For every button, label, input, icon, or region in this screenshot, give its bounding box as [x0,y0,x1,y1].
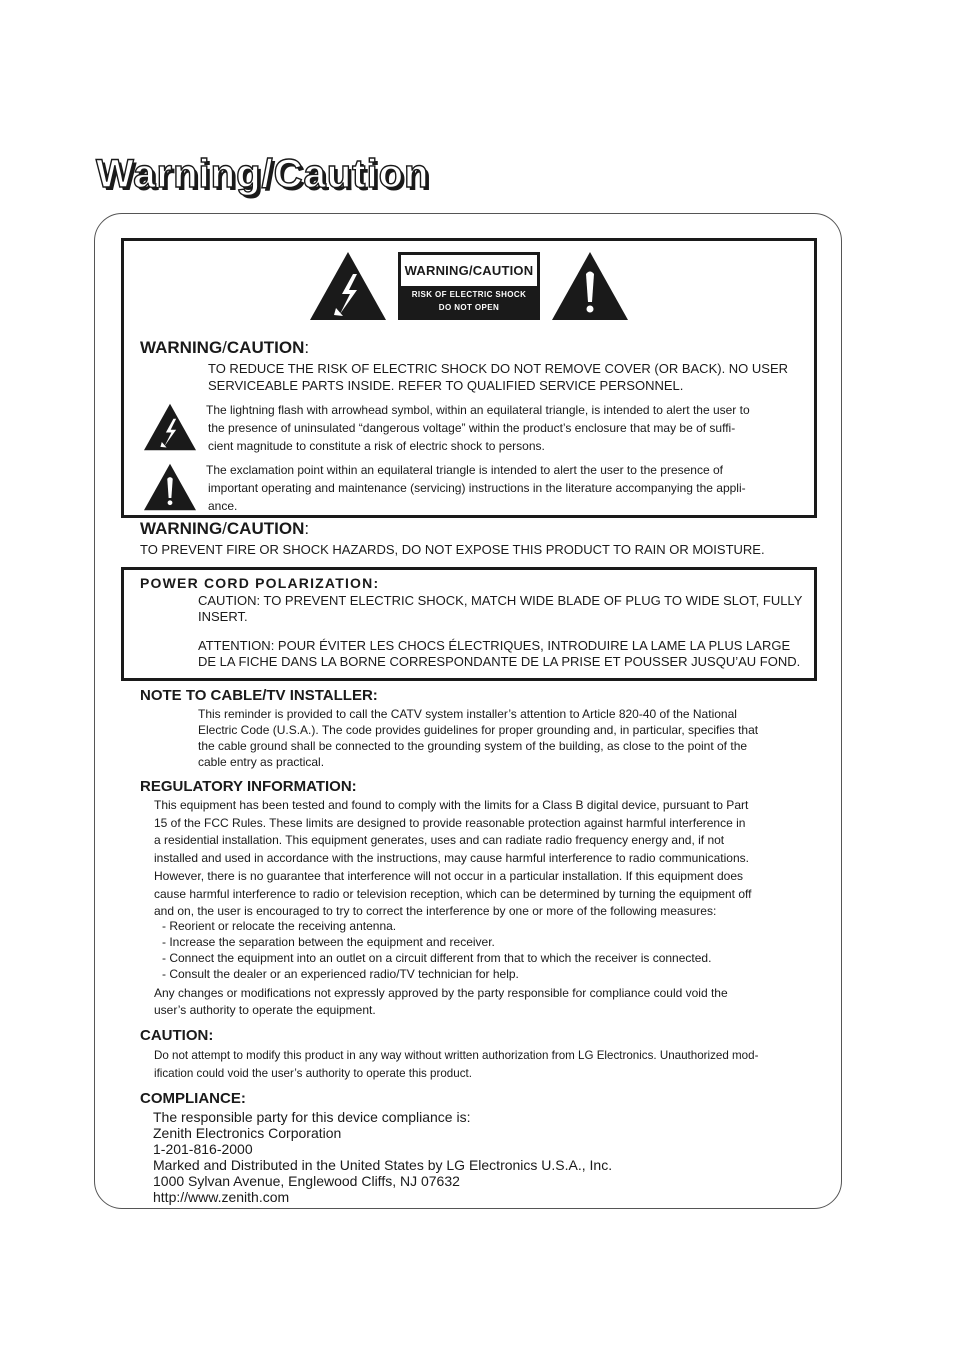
list-item: - Reorient or relocate the receiving antenna. [162,919,397,933]
warning-text-1: TO REDUCE THE RISK OF ELECTRIC SHOCK DO NOT REMOVE COVER (OR BACK). NO USER SERVICEABLE PARTS INSIDE. REFER TO QUALIFIED SERVICE PERSONNEL. [208,361,789,393]
list-item: - Increase the separation between the equipment and receiver. [162,935,495,949]
lightning-explanation: The lightning flash with arrowhead symbol, within an equilateral triangle, is intended to alert the user to the presence of uninsulated “dangerous voltage” within the product’s enclosure that may be of suffi- cient magnitude to constitute a risk of electric shock to persons. [206,403,750,453]
caution-label-line1: RISK OF ELECTRIC SHOCK [411,290,527,299]
exclamation-triangle-icon [552,252,628,320]
caution-label [398,252,540,320]
regulatory-heading: REGULATORY INFORMATION: [140,778,357,795]
compliance-text: The responsible party for this device compliance is: Zenith Electronics Corporation 1-201-816-2000 Marked and Distributed in the United States by LG Electronics U.S.A., Inc. 1000 Sylvan Avenue, Englewood Cliffs, NJ 07632 http://www.zenith.com [153,1109,613,1205]
polarization-heading: POWER CORD POLARIZATION: [140,575,380,591]
regulatory-measures [162,918,711,982]
cable-note-text: This reminder is provided to call the CATV system installer’s attention to Article 820-40 of the National Electric Code (U.S.A.). The code provides guidelines for proper grounding and, in particular, specifies that the cable ground shall be connected to the grounding system of the building, as close to the point of the cable entry as practical. [198,707,759,769]
compliance-heading: COMPLIANCE: [140,1090,246,1107]
caution-label-line2: DO NOT OPEN [438,303,500,312]
polarization-attention: ATTENTION: POUR ÉVITER LES CHOCS ÉLECTRIQUES, INTRODUIRE LA LAME LA PLUS LARGE DE LA FICHE DANS LA BORNE CORRESPONDANTE DE LA PRISE ET POUSSER JUSQU’AU FOND. [198,638,801,669]
lightning-small-icon [144,403,196,451]
exclamation-small-icon [144,463,196,511]
website-link: http://www.zenith.com [153,1189,290,1205]
regulatory-closing: Any changes or modifications not expressly approved by the party responsible for compliance could void the user’s authority to operate the equipment. [154,986,728,1017]
warning-heading-1: WARNING/CAUTION: [140,338,310,357]
cable-note-heading: NOTE TO CABLE/TV INSTALLER: [140,687,378,704]
caution-text: Do not attempt to modify this product in any way without written authorization from LG Electronics. Unauthorized mod- ification could void the user’s authority to operate this product. [154,1049,759,1080]
caution-heading: CAUTION: [140,1027,214,1044]
lightning-triangle-icon [310,252,386,320]
caution-label-title: WARNING/CAUTION [401,255,537,286]
list-item: - Consult the dealer or an experienced radio/TV technician for help. [162,967,519,981]
list-item: - Connect the equipment into an outlet on a circuit different from that to which the receiver is connected. [162,951,712,965]
exclamation-explanation: The exclamation point within an equilateral triangle is intended to alert the user to the presence of important operating and maintenance (servicing) instructions in the literature accompanying the appli- ance. [206,463,746,513]
polarization-caution: CAUTION: TO PREVENT ELECTRIC SHOCK, MATCH WIDE BLADE OF PLUG TO WIDE SLOT, FULLY INSERT. [198,593,803,624]
warning-heading-2: WARNING/CAUTION: [140,519,310,538]
warning-text-2: TO PREVENT FIRE OR SHOCK HAZARDS, DO NOT EXPOSE THIS PRODUCT TO RAIN OR MOISTURE. [140,542,765,557]
page-title: Warning/Caution [96,152,430,196]
regulatory-paragraph: This equipment has been tested and found to comply with the limits for a Class B digital device, pursuant to Part 15 of the FCC Rules. These limits are designed to provide reasonable protection against harmful interference in a residential installation. This equipment generates, uses and can radiate radio frequency energy and, if not installed and used in accordance with the instructions, may cause harmful interference to radio communications. However, there is no guarantee that interference will not occur in a particular installation. If this equipment does cause harmful interference to radio or television reception, which can be determined by turning the equipment off and on, the user is encouraged to try to correct the interference by one or more of the following measures: [154,798,752,919]
